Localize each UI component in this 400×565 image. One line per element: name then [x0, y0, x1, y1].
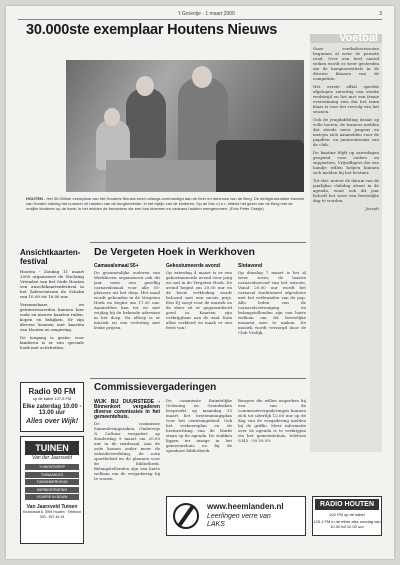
tuinen-service: TUINAANLEG: [25, 472, 79, 478]
section-divider: [90, 242, 306, 243]
article-text: Op zaterdag 4 maart is er een gekostumeerde avond voor jong en oud in de Vergeten Hoek. De avond begint om 20.30 uur en de beste verkleding wordt beloond met een mooie prijs. Een DJ zorgt voor de muziek en de sfeer zit er gegarandeerd goed in. Kaarten zijn verkrijgbaar aan de zaal. Kom allen verkleed en maak er een feest van!: [166, 270, 232, 330]
issue-date: 't Groentje · 1 maart 2000: [178, 11, 235, 17]
photo-head: [136, 76, 154, 96]
sidebar-signature: Joseph: [365, 206, 379, 211]
running-header: [18, 10, 382, 20]
main-headline: 30.000ste exemplaar Houtens Nieuws: [26, 22, 278, 38]
tuinen-address: Kruisstraat 8, 3994 Houten · Telefoon 030 - 637 46 15: [23, 510, 81, 519]
tuinen-service: TUINONTWERP: [25, 464, 79, 470]
article-subheading: Gekostumeerde avond: [166, 263, 220, 269]
sidebar-title: Voetbal: [310, 34, 382, 43]
radio-houten-line1: 102 FM op de kabel: [329, 512, 365, 517]
section-title-werkhoven: De Vergeten Hoek in Werkhoven: [94, 246, 255, 258]
heemlanden-slogan-line2: LAKS: [207, 521, 225, 528]
main-photo: [66, 60, 304, 192]
sidebar-paragraph: Onze voetbaltoernooien beginnen al weer de periode rond. Over een heel aantal weken wordt er weer gestreden om de kampioenstitels in de diverse klassen van de competitie.: [313, 46, 379, 81]
photo-head: [104, 108, 120, 126]
radio-houten-ad: [312, 496, 382, 536]
left-column-heading: Ansichtkaarten-festival: [20, 248, 81, 266]
article-text: De commissie Ruimtelijke Ordening en Grondzaken bespreekt op maandag 13 maart het bestemmingsplan voor het centrumgebied. Ook het verkeersplan en de herinrichting van de Markt staan op de agenda. De stukken liggen ter inzage in het gemeentehuis en bij de openbare bibliotheek.: [166, 398, 232, 453]
section-title-commissie: Commissievergaderingen: [94, 382, 217, 393]
heemlanden-ad: [166, 496, 306, 536]
radio-90fm-ad: [20, 382, 84, 432]
article-column: [166, 262, 232, 374]
heemlanden-slogan: [207, 513, 271, 529]
photo-caption: [26, 196, 306, 211]
heemlanden-logo-icon: [173, 503, 199, 529]
caption-lead: HOUTEN -: [26, 196, 46, 201]
left-column-paragraph: De toegang is gratis; voor kinderen is er een speciale hoek met activiteiten.: [20, 335, 84, 350]
article-text: Burgers die willen inspreken bij een van de commissievergaderingen kunnen zich tot uiterlijk 12.00 uur op de dag van de vergadering melden bij de griffie. Meer informatie over de agenda is te verkrijgen via het gemeentehuis, telefoon 0343 - 59 59 59.: [238, 398, 306, 443]
article-text: De gezamenlijke ouderen van Werkhoven organiseren ook dit jaar weer een gezellig carnavalsmaal voor alle 55-plussers uit het dorp. Het maal wordt gehouden in de Vergeten Hoek en begint om 17.30 uur. Aanmelden kan tot en met vrijdag bij de bekende adressen in het dorp. Na afloop is er muziek en een verloting met leuke prijzen.: [94, 270, 160, 330]
article-text: Op dinsdag 7 maart is het al weer zover, de laatste carnavalsavond van het seizoen. Vanaf 20.00 uur wordt het carnaval traditioneel afgesloten met het verbranden van de pop. Alle leden van de carnavalsvereniging en belangstellenden zijn van harte welkom om dit feestelijke moment mee te maken. De muziek wordt verzorgd door de Club Vrolijk.: [238, 270, 306, 335]
radio-ad-line1: op de kabel 107.8 FM: [32, 396, 72, 401]
page-number: 3: [379, 11, 382, 17]
left-column-paragraph: Houten - Zondag 11 maart 2000 organiseert de Stichting Vrienden van het Oude Houten een ansichtkaartenfestival in het Zalencentrum de Schalm van 10.00 tot 16.00 uur.: [20, 269, 84, 299]
article-text: De commissie Samenlevingszaken, Onderwijs & Cultuur vergadert op donderdag 9 maart om 20.00 uur in de raadszaal. Aan de orde komen onder meer de subsidieverdeling, de nota sportbeleid en de plannen voor de bibliotheek. Belangstellenden zijn van harte welkom om de vergadering bij te wonen.: [94, 421, 160, 481]
article-column: [238, 398, 306, 492]
tuinen-name: Van Jaarsveld Tuinen: [26, 504, 78, 510]
caption-text: Het 30.000ste exemplaar van het Houtens Nieuws werd onlangs overhandigd aan de heer en mevrouw van de Berg. De dertigduizendste inwoner van Houten ontving het nummer uit handen van de burgemeester, in het bijzijn van de kinderen. Op de foto v.l.n.r. zittend het gezin van de Berg met de vrolijke kinderen op de bank; in het midden de bezoekers die een bos bloemen en cadeaus hadden meegenomen. (Foto Peter Grasje): [26, 196, 305, 211]
photo-figure-woman: [126, 88, 166, 158]
article-column: [166, 398, 232, 492]
article-subheading: Slotavond: [238, 263, 263, 269]
sidebar-paragraph: Ook de jeugdafdeling draait op volle toeren; de trainers melden dat steeds meer jongens en meisjes zich aanmelden voor de pupillen- en juniorenteams van de club.: [313, 117, 379, 147]
sidebar-column: [310, 34, 382, 452]
photo-head: [192, 66, 212, 88]
section-divider: [90, 378, 306, 379]
tuinen-sub: Van der Jaarsveld: [31, 455, 73, 461]
article-subheading: Camavalsmaal 55+: [94, 263, 139, 269]
heemlanden-slogan-line1: Leerlingen verre van: [207, 513, 271, 520]
heemlanden-url[interactable]: www.heemlanden.nl: [207, 502, 284, 511]
article-column: [238, 262, 306, 374]
sidebar-paragraph: Tot slot: noteer de datum van de jaarlijkse clubdag alvast in de agenda, want ook dit jaar belooft het weer een feestelijke dag te worden.: [313, 178, 379, 203]
radio-houten-line2: 105.1 FM in de ether elke zondag van 10.00 tot 12.00 uur: [313, 519, 381, 529]
left-column-paragraph: Verzamelaars en geïnteresseerden kunnen hier oude en nieuwe kaarten ruilen, kopen en bekijken. Er zijn diverse kramen met kaarten van Houten en omgeving.: [20, 302, 84, 332]
photo-table: [106, 160, 226, 192]
tuinen-service: TUINONDERHOUD: [25, 479, 79, 485]
article-subheading: WIJK BIJ DUURSTEDE - Binnenkort vergaderen diverse commissies in het gemeentehuis.: [94, 399, 160, 420]
newspaper-page: [6, 6, 394, 559]
article-column: [94, 262, 160, 374]
radio-ad-slogan: Alles over Wijk!: [25, 418, 79, 425]
tuinen-logo: TUINEN: [25, 441, 79, 455]
radio-houten-title: RADIO HOUTEN: [315, 499, 379, 510]
photo-sofa: [216, 140, 304, 192]
tuinen-service: SIERBESTRATING: [25, 487, 79, 493]
radio-ad-title: Radio 90 FM: [28, 387, 76, 396]
article-column: [94, 398, 160, 538]
radio-ad-line2: Elke zaterdag 10.00 - 13.00 uur: [22, 404, 82, 416]
tuinen-service: VIJVERS IN BOUW: [25, 494, 79, 500]
sidebar-paragraph: Het eerste elftal speelde afgelopen zaterdag een sterke wedstrijd en liet met een fraaie overwinning zien dat het team klaar is voor het vervolg van het seizoen.: [313, 84, 379, 114]
sidebar-paragraph: De kantine blijft op zaterdagen geopend voor ouders en supporters. Vrijwilligers die een handje willen helpen kunnen zich melden bij het bestuur.: [313, 150, 379, 175]
tuinen-ad: [20, 436, 84, 544]
